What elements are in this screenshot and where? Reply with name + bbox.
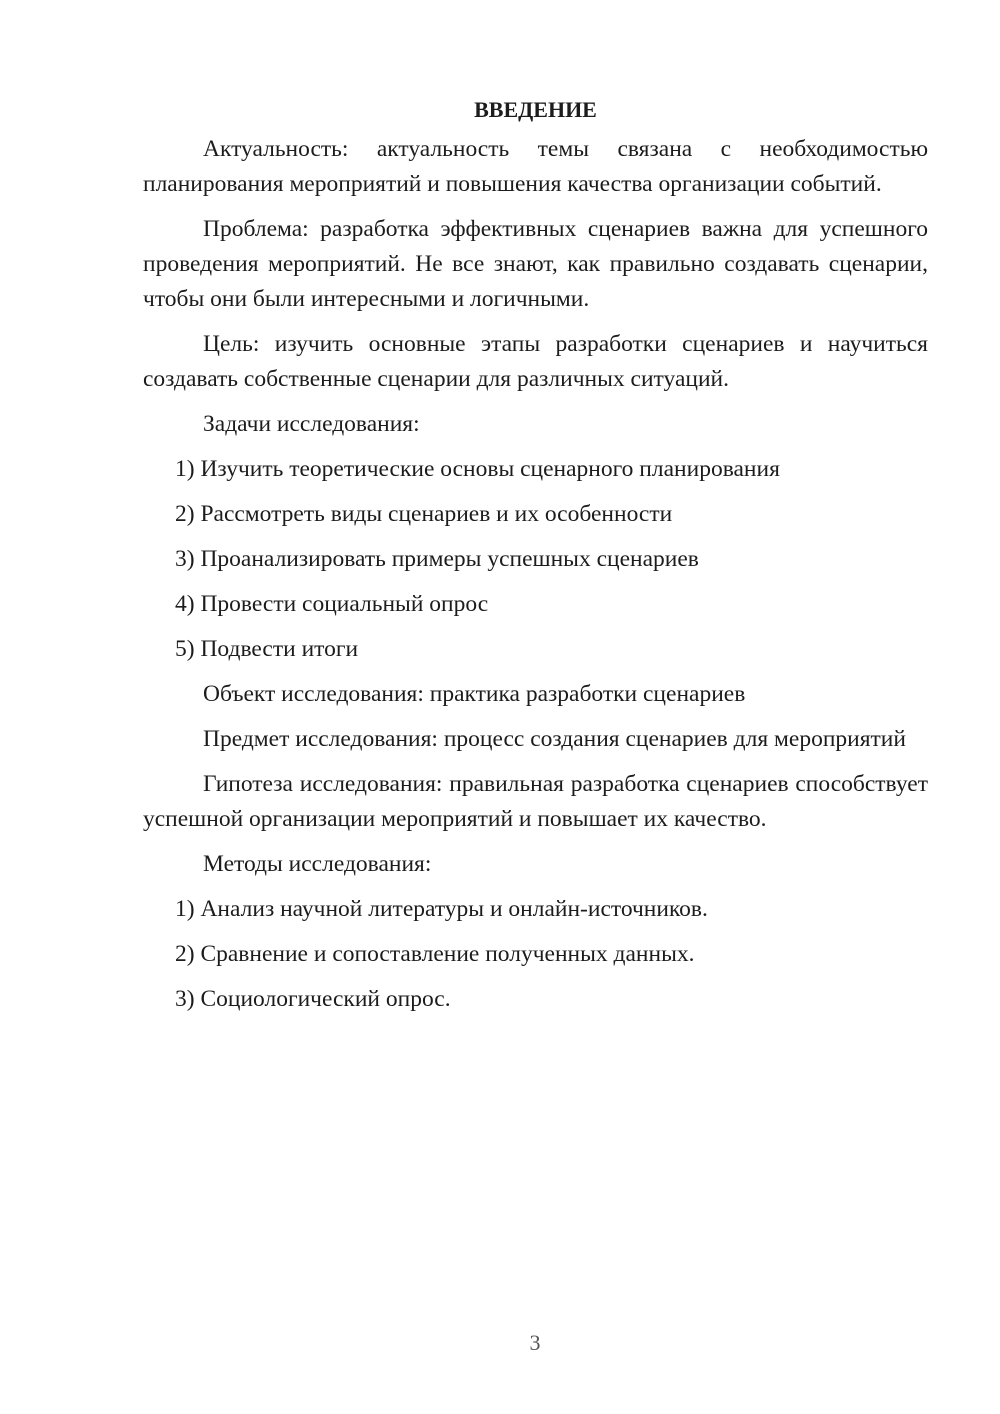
list-item: 5) Подвести итоги — [175, 636, 359, 662]
tasks-list — [143, 452, 928, 667]
paragraph-goal: Цель: изучить основные этапы разработки сценариев и научиться создавать собственные сценарии для различных ситуаций. — [143, 331, 928, 392]
document-page — [143, 92, 928, 1027]
paragraph-hypothesis: Гипотеза исследования: правильная разработка сценариев способствует успешной организации мероприятий и повышает их качество. — [143, 771, 928, 832]
page-number: 3 — [529, 1330, 541, 1355]
paragraph-subject: Предмет исследования: процесс создания сценариев для мероприятий — [203, 726, 906, 752]
tasks-heading: Задачи исследования: — [203, 411, 420, 437]
list-item: 4) Провести социальный опрос — [175, 591, 489, 617]
list-item: 3) Проанализировать примеры успешных сценариев — [175, 546, 699, 572]
methods-list — [143, 892, 928, 1017]
page-title: ВВЕДЕНИЕ — [474, 97, 597, 122]
paragraph-problem: Проблема: разработка эффективных сценариев важна для успешного проведения мероприятий. Не все знают, как правильно создавать сценарии, чтобы они были интересными и логичными. — [143, 216, 928, 312]
methods-heading: Методы исследования: — [203, 851, 432, 877]
list-item: 2) Сравнение и сопоставление полученных данных. — [175, 941, 695, 967]
list-item: 1) Изучить теоретические основы сценарного планирования — [175, 456, 780, 482]
list-item: 1) Анализ научной литературы и онлайн-источников. — [175, 896, 708, 922]
list-item: 3) Социологический опрос. — [175, 986, 451, 1012]
paragraph-actuality: Актуальность: актуальность темы связана с необходимостью планирования мероприятий и повышения качества организации событий. — [143, 136, 928, 197]
paragraph-object: Объект исследования: практика разработки сценариев — [203, 681, 746, 707]
list-item: 2) Рассмотреть виды сценариев и их особенности — [175, 501, 673, 527]
